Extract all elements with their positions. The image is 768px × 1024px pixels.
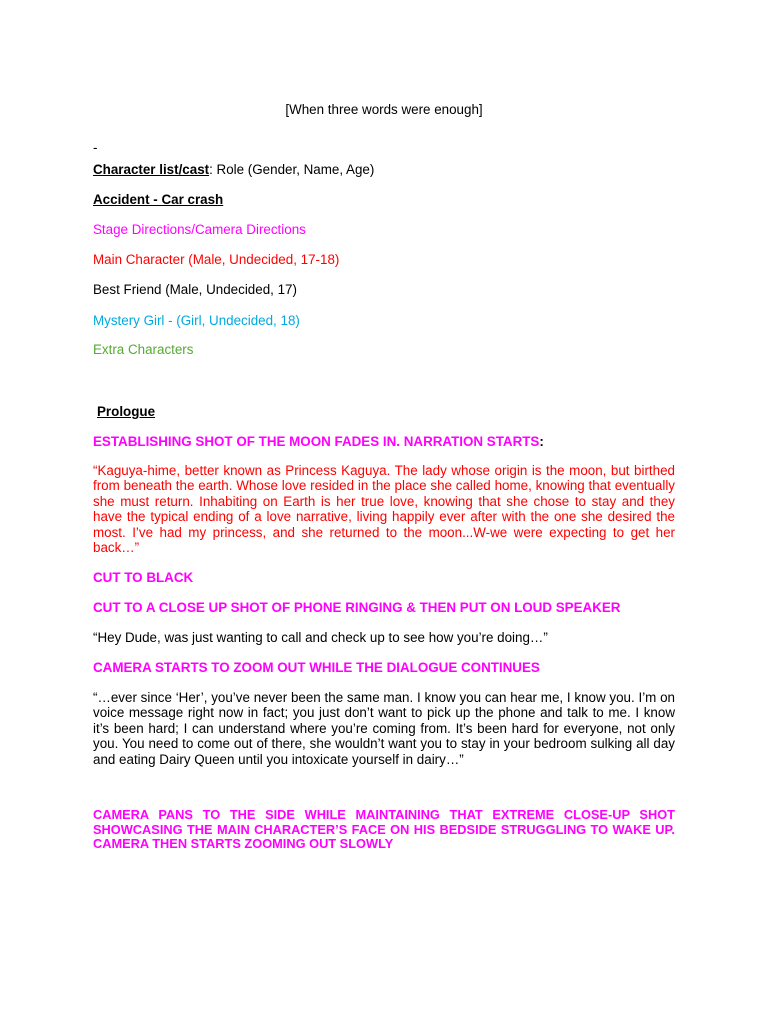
legend-stage-directions: Stage Directions/Camera Directions [93,222,306,237]
prologue-heading: Prologue [97,404,156,419]
direction-zoom-out: CAMERA STARTS TO ZOOM OUT WHILE THE DIALOGUE CONTINUES [93,660,540,675]
legend-extra-characters: Extra Characters [93,342,194,357]
direction-colon: : [539,434,544,449]
dialogue-hey-dude: “Hey Dude, was just wanting to call and check up to see how you’re doing…” [93,630,548,645]
accident-heading: Accident - Car crash [93,192,224,207]
cast-header-rest: : Role (Gender, Name, Age) [209,162,375,177]
dialogue-voice-message: “…ever since ‘Her’, you’ve never been the same man. I know you can hear me, I know you. I’m on voice message right now in fact; you just don’t want to pick up the phone and talk to me. I know it’s been hard; I can understand where you’re coming from. It’s been hard for everyone, not only you. You need to come out of there, she wouldn’t want you to stay in your bedroom sulking all day and eating Dairy Queen until you intoxicate yourself in dairy…” [93,690,675,767]
direction-cut-to-black: CUT TO BLACK [93,570,194,585]
direction-establishing-shot [93,434,675,449]
legend-mystery-girl: Mystery Girl - (Girl, Undecided, 18) [93,313,300,328]
narration-kaguya: “Kaguya-hime, better known as Princess Kaguya. The lady whose origin is the moon, but birthed from beneath the earth. Whose love resided in the place she called home, knowing that eventually she must return. Inhabiting on Earth is her true love, knowing that she chose to stay and they have the typical ending of a love narrative, living happily ever after with the one she desired the most. I’ve had my princess, and she returned to the moon...W-we were expecting to get her back…” [93,463,675,556]
legend-main-character: Main Character (Male, Undecided, 17-18) [93,252,340,267]
dash-line: - [93,140,98,155]
direction-camera-pans: CAMERA PANS TO THE SIDE WHILE MAINTAINING THAT EXTREME CLOSE-UP SHOT SHOWCASING THE MAIN CHARACTER’S FACE ON HIS BEDSIDE STRUGGLING TO WAKE UP. CAMERA THEN STARTS ZOOMING OUT SLOWLY [93,807,675,852]
legend-best-friend: Best Friend (Male, Undecided, 17) [93,282,297,297]
cast-header [93,162,675,177]
document-title: [When three words were enough] [285,102,483,117]
direction-establishing-shot-text: ESTABLISHING SHOT OF THE MOON FADES IN. NARRATION STARTS [93,434,540,449]
direction-phone-ringing: CUT TO A CLOSE UP SHOT OF PHONE RINGING & THEN PUT ON LOUD SPEAKER [93,600,621,615]
cast-header-label: Character list/cast [93,162,210,177]
